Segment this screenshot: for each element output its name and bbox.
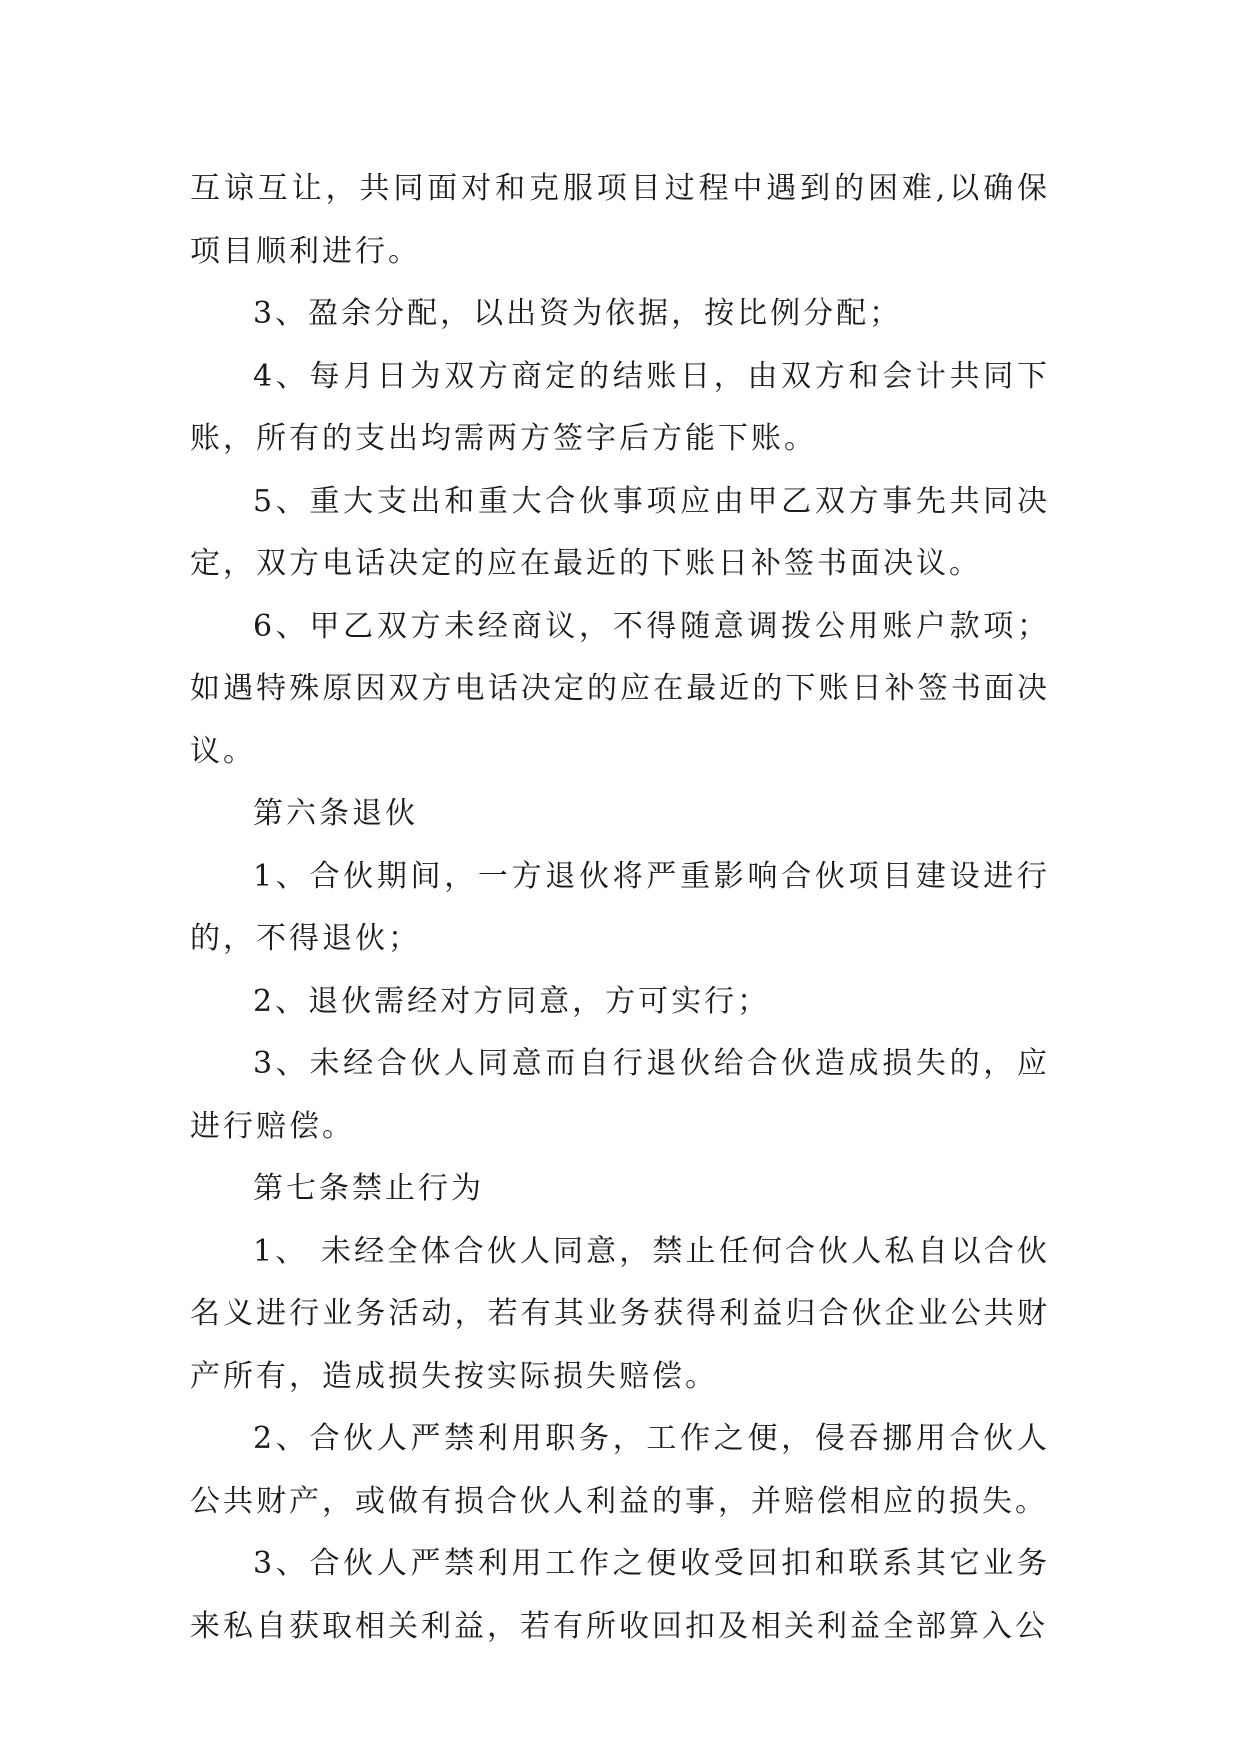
paragraph-prohibited-1: 1、 未经全体合伙人同意，禁止任何合伙人私自以合伙名义进行业务活动，若有其业务获得利益归合伙企业公共财产所有，造成损失按实际损失赔偿。 bbox=[190, 1233, 1050, 1394]
paragraph-withdrawal-1: 1、合伙期间，一方退伙将严重影响合伙项目建设进行的，不得退伙； bbox=[190, 858, 1050, 956]
paragraph-continuation: 互谅互让，共同面对和克服项目过程中遇到的困难,以确保项目顺利进行。 bbox=[190, 171, 1050, 269]
paragraph-prohibited-2: 2、合伙人严禁利用职务，工作之便，侵吞挪用合伙人公共财产，或做有损合伙人利益的事，并赔偿相应的损失。 bbox=[190, 1421, 1050, 1519]
section-heading-article-6: 第六条退伙 bbox=[253, 796, 418, 831]
paragraph-clause-5-major-expenditure: 5、重大支出和重大合伙事项应由甲乙双方事先共同决定，双方电话决定的应在最近的下账日补签书面决议。 bbox=[190, 483, 1050, 581]
paragraph-withdrawal-3: 3、未经合伙人同意而自行退伙给合伙造成损失的，应进行赔偿。 bbox=[190, 1046, 1050, 1144]
document-body bbox=[190, 158, 1050, 1658]
paragraph-withdrawal-2: 2、退伙需经对方同意，方可实行； bbox=[253, 983, 771, 1019]
paragraph-clause-4-settlement-day: 4、每月日为双方商定的结账日，由双方和会计共同下账，所有的支出均需两方签字后方能下账。 bbox=[190, 358, 1050, 456]
section-heading-article-7: 第七条禁止行为 bbox=[253, 1171, 484, 1206]
paragraph-prohibited-3: 3、合伙人严禁利用工作之便收受回扣和联系其它业务来私自获取相关利益，若有所收回扣及相关利益全部算入公 bbox=[190, 1546, 1050, 1644]
paragraph-clause-6-account-transfer: 6、甲乙双方未经商议，不得随意调拨公用账户款项；如遇特殊原因双方电话决定的应在最近的下账日补签书面决议。 bbox=[190, 608, 1050, 769]
paragraph-clause-3-profit-distribution: 3、盈余分配，以出资为依据，按比例分配； bbox=[253, 296, 903, 331]
